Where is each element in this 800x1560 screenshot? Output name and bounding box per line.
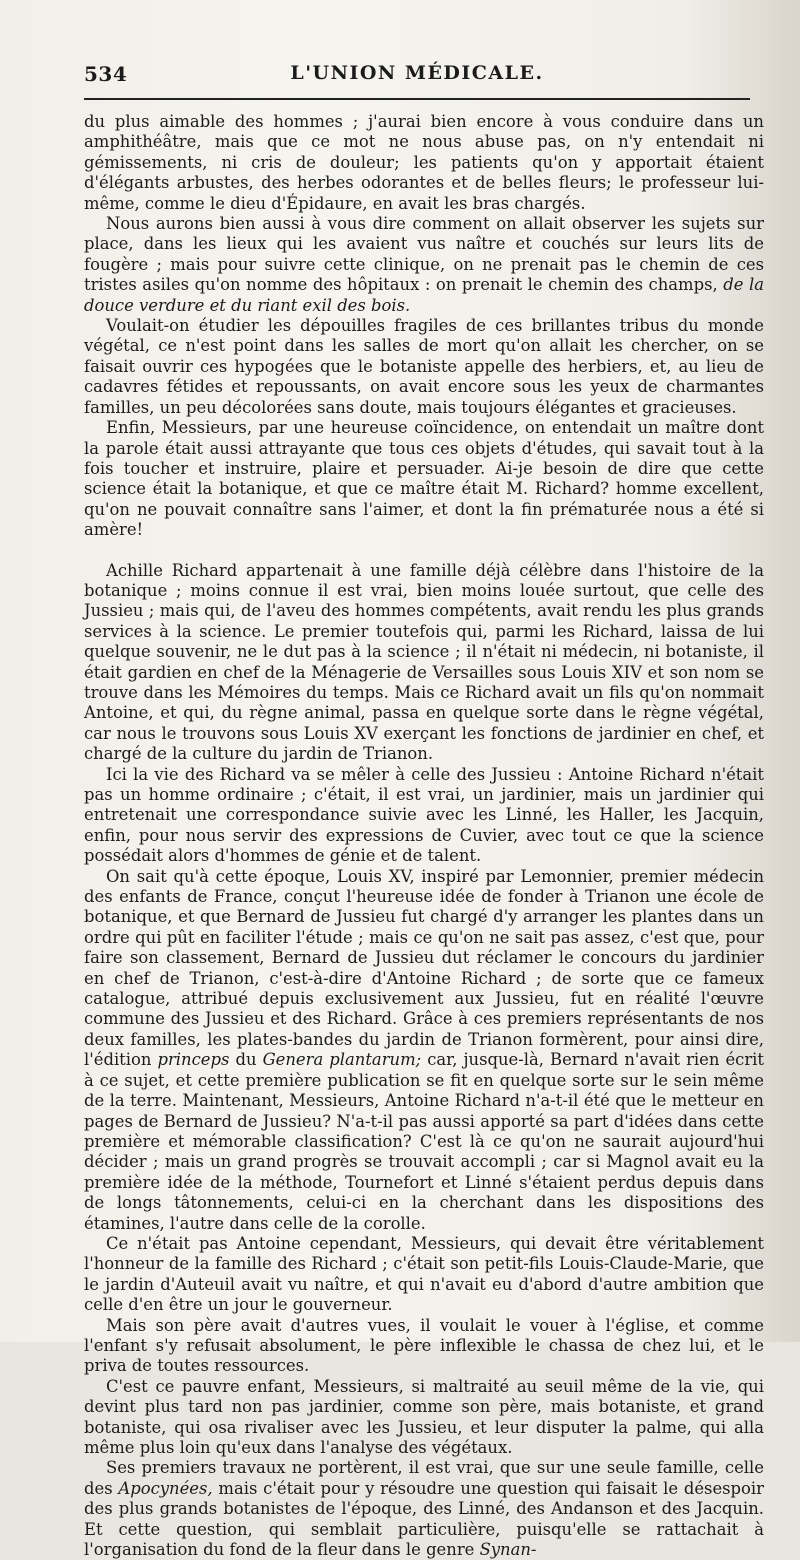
article-body [84,112,764,1560]
paragraph-text: On sait qu'à cette époque, Louis XV, inspiré par Lemonnier, premier médecin des enfants de France, conçut l'heureuse idée de fonder à Trianon une école de botanique, et que Bernard de Jussieu fut chargé d'y arranger les plantes dans un ordre qui pût en faciliter l'étude ; mais ce qu'on ne sait pas assez, c'est que, pour faire son classement, Bernard de Jussieu dut réclamer le concours du jardinier en chef de Trianon, c'est-à-dire d'Antoine Richard ; de sorte que ce fameux catalogue, attribué depuis exclusivement aux Jussieu, fut en réalité l'œuvre commune des Jussieu et des Richard. Grâce à ces premiers représentants de nos deux familles, les plates-bandes du jardin de Trianon formèrent, pour ainsi dire, l'édition [84,866,764,1070]
paragraph: Achille Richard appartenait à une famille déjà célèbre dans l'histoire de la botanique ; moins connue il est vrai, bien moins louée surtout, que celle des Jussieu ; mais qui, de l'aveu des hommes compétents, avait rendu les plus grands services à la science. Le premier toutefois qui, parmi les Richard, laissa de lui quelque souvenir, ne le dut pas à la science ; il n'était ni médecin, ni botaniste, il était gardien en chef de la Ménagerie de Versailles sous Louis XIV et son nom se trouve dans les Mémoires du temps. Mais ce Richard avait un fils qu'on nommait Antoine, et qui, du règne animal, passa en quelque sorte dans le règne végétal, car nous le trouvons sous Louis XV exerçant les fonctions de jardinier en chef, et chargé de la culture du jardin de Trianon. [84,560,764,764]
journal-title: L'UNION MÉDICALE. [290,62,544,84]
section-gap [84,541,764,561]
paragraph-text: car, jusque-là, Bernard n'avait rien écrit à ce sujet, et cette première publication se fit en quelque sorte sur le sein même de la terre. Maintenant, Messieurs, Antoine Richard n'a-t-il été que le metteur en pages de Bernard de Jussieu? N'a-t-il pas aussi apporté sa part d'idées dans cette première et mémorable classification? C'est là ce qu'on ne saurait aujourd'hui décider ; mais un grand progrès se trouvait accompli ; car si Magnol avait eu la première idée de la méthode, Tournefort et Linné s'étaient perdus depuis dans de longs tâtonnements, celui-ci en la cherchant dans les dispositions des étamines, l'autre dans celle de la corolle. [84,1050,765,1233]
italic-term: Apocynées, [118,1478,213,1498]
italic-term: Synan- [479,1540,537,1560]
paragraph-text: Nous aurons bien aussi à vous dire comment on allait observer les sujets sur place, dans les lieux qui les avaient vus naître et couchés sur leurs lits de fougère ; mais pour suivre cette clinique, on ne prenait pas le chemin de ces tristes asiles qu'on nomme des hôpitaux : on prenait le chemin des champs, [84,214,764,295]
paragraph: C'est ce pauvre enfant, Messieurs, si maltraité au seuil même de la vie, qui devint plus tard non pas jardinier, comme son père, mais botaniste, et grand botaniste, qui osa rivaliser avec les Jussieu, et leur disputer la palme, qui alla même plus loin qu'eux dans l'analyse des végétaux. [84,1376,764,1457]
paragraph: Ce n'était pas Antoine cependant, Messieurs, qui devait être véritablement l'honneur de la famille des Richard ; c'était son petit-fils Louis-Claude-Marie, que le jardin d'Auteuil avait vu naître, et qui n'avait eu d'abord d'autre ambition que celle d'en être un jour le gouverneur. [84,1233,764,1315]
paragraph-text: mais c'était pour y résoudre une question qui faisait le désespoir des plus grands botanistes de l'époque, des Linné, des Andanson et des Jacquin. Et cette question, qui semblait particulière, puisqu'elle se rattachait à l'organisation du fond de la fleur dans le genre [84,1478,764,1560]
paragraph: du plus aimable des hommes ; j'aurai bien encore à vous conduire dans un amphithéâtre, mais que ce mot ne nous abuse pas, on n'y entendait ni gémissements, ni cris de douleur; les patients qu'on y apportait étaient d'élégants arbustes, des herbes odorantes et de belles fleurs; le professeur lui-même, comme le dieu d'Épidaure, en avait les bras chargés. [84,112,764,213]
paragraph: Ici la vie des Richard va se mêler à celle des Jussieu : Antoine Richard n'était pas un homme ordinaire ; c'était, il est vrai, un jardinier, mais un jardinier qui entretenait une correspondance suivie avec les Linné, les Haller, les Jacquin, enfin, pour nous servir des expressions de Cuvier, avec tout ce que la science possédait alors d'hommes de génie et de talent. [84,764,764,866]
italic-title: Genera plantarum; [262,1050,422,1070]
running-head [84,62,750,88]
paragraph: Mais son père avait d'autres vues, il voulait le vouer à l'église, et comme l'enfant s'y refusait absolument, le père inflexible le chassa de chez lui, et le priva de toutes ressources. [84,1315,764,1376]
header-rule [84,98,750,100]
paragraph-text: Ses premiers travaux ne portèrent, il est vrai, que sur une seule famille, celle des [84,1458,764,1498]
paragraph-text: du [229,1050,263,1070]
paragraph [84,1458,764,1560]
quotation-italic: de la douce verdure et du riant exil des bois. [84,275,764,315]
paragraph: Enfin, Messieurs, par une heureuse coïncidence, on entendait un maître dont la parole était aussi attrayante que tous ces objets d'études, qui savait tout à la fois toucher et instruire, plaire et persuader. Ai-je besoin de dire que cette science était la botanique, et que ce maître était M. Richard? homme excellent, qu'on ne pouvait connaître sans l'aimer, et dont la fin prématurée nous a été si amère! [84,418,764,540]
paragraph [84,867,764,1234]
page-number: 534 [84,62,128,86]
paragraph [84,214,764,316]
paragraph: Voulait-on étudier les dépouilles fragiles de ces brillantes tribus du monde végétal, ce n'est point dans les salles de mort qu'on allait les chercher, on se faisait ouvrir ces hypogées que le botaniste appelle des herbiers, et, au lieu de cadavres fétides et repoussants, on avait encore sous les yeux de charmantes familles, un peu décolorées sans doute, mais toujours élégantes et gracieuses. [84,316,764,417]
italic-term: princeps [157,1050,230,1070]
